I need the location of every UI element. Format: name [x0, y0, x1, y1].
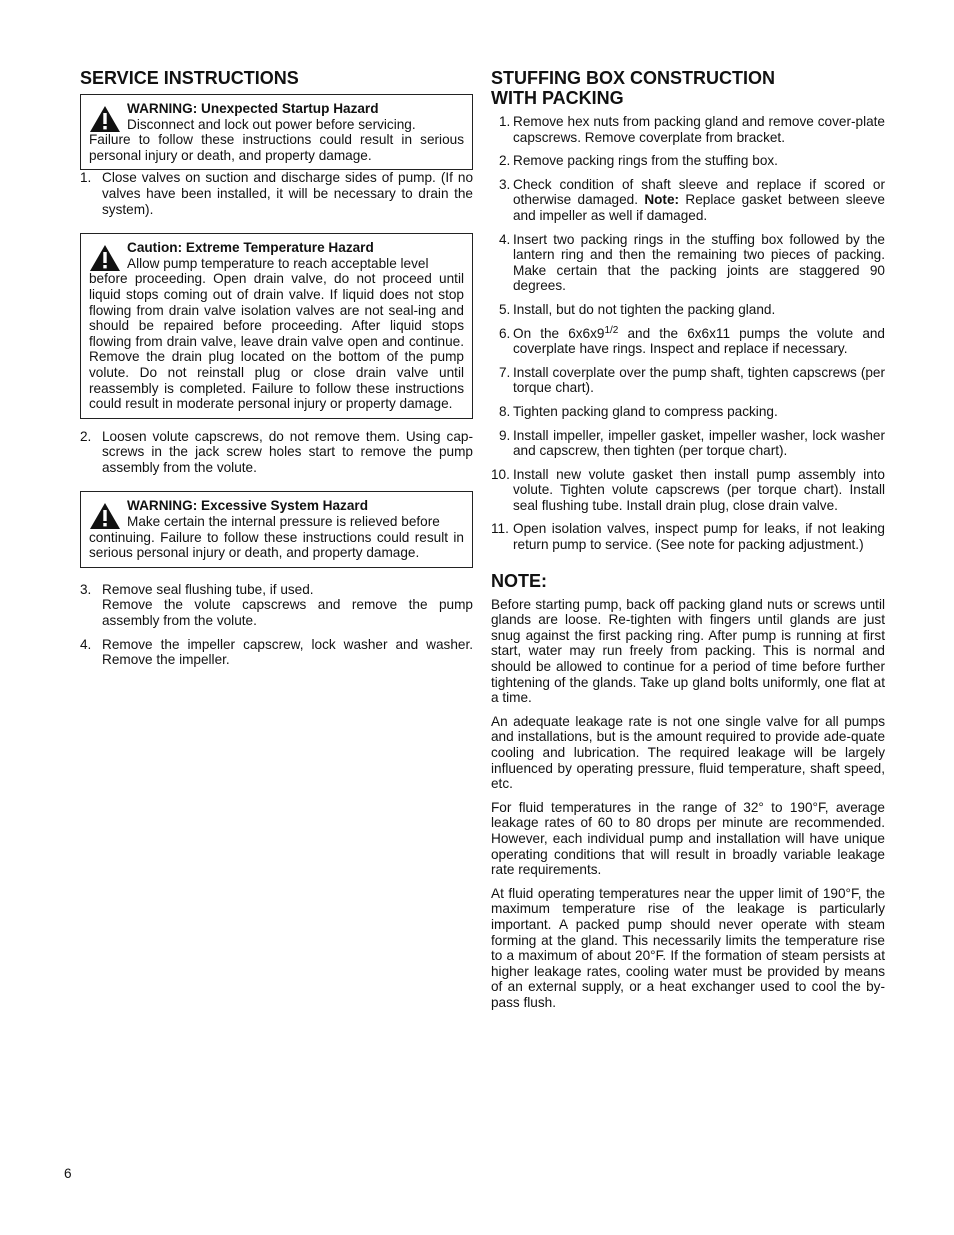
note-paragraph-4: At fluid operating temperatures near the upper limit of 190°F, the maximum temperature rise of the leakage is particularly important. A packed pump should never operate with steam forming at the gland. This necessarily limits the temperature rise to a maximum of about 20°F. If the formation of steam persists at higher leakage rates, cooling water must be provided by means of an external supply, or a heat exchanger used to cool the by-pass flush. [491, 885, 885, 1010]
step-text: Install new volute gasket then install pump assembly into volute. Tighten volute capscrews (per torque chart). Install seal flushing tube. Install drain plug, close drain valve. [513, 466, 885, 513]
service-steps-c [80, 582, 473, 668]
stuffing-step-8 [491, 404, 885, 420]
step-number: 6. [499, 325, 511, 341]
warning-pressure-title: WARNING: Excessive System Hazard [127, 498, 369, 514]
warning-pressure-box [80, 491, 473, 567]
note-heading: NOTE: [491, 570, 547, 591]
warning-triangle-icon [89, 244, 121, 272]
warning-startup-text: Failure to follow these instructions could result in serious personal injury or death, and property damage. [89, 132, 464, 163]
step-text-continued: Remove the volute capscrews and remove the pump assembly from the volute. [102, 597, 473, 629]
caution-temperature-title: Caution: Extreme Temperature Hazard [127, 240, 374, 256]
stuffing-step-2 [491, 153, 885, 169]
caution-temperature-line1: Allow pump temperature to reach acceptable level [127, 255, 429, 271]
step-number: 3. [80, 581, 92, 597]
warning-startup-title: WARNING: Unexpected Startup Hazard [127, 101, 379, 116]
step-text: Remove packing rings from the stuffing box. [513, 153, 778, 169]
step-text: Loosen volute capscrews, do not remove them. Using cap-screws in the jack screw holes start to remove the pump assembly from the volute. [102, 428, 473, 475]
step-text-continued: Replace gasket between sleeve and impeller as well if damaged. [513, 192, 885, 223]
step-text: Open isolation valves, inspect pump for leaks, if not leaking return pump to service. (See note for packing adjustment.) [513, 521, 885, 553]
right-column [491, 68, 885, 1019]
caution-temperature-text: before proceeding. Open drain valve, do not proceed until liquid stops coming out of drain valve. If liquid does not stop flowing from drain valve isolation valves are not seal-ing and should be repaired before proceeding. After liquid stops flowing from drain valve, leave drain valve open and continue. Remove the drain plug located on the bottom of the pump volute. Do not reinstall plug or close drain valve until reassembly is completed. Failure to follow these instructions could result in moderate personal injury or property damage. [89, 271, 464, 412]
step-text: Install, but do not tighten the packing gland. [513, 301, 776, 317]
step-number: 7. [499, 364, 511, 380]
step-text-continued: and the 6x6x11 pumps the volute and coverplate have rings. Inspect and replace if necessary. [513, 325, 885, 357]
step-text: Remove the impeller capscrew, lock washer and washer. Remove the impeller. [102, 636, 473, 668]
warning-pressure-line1: Make certain the internal pressure is relieved before [127, 514, 440, 530]
service-instructions-heading: SERVICE INSTRUCTIONS [80, 68, 299, 88]
note-paragraph-2: An adequate leakage rate is not one single valve for all pumps and installations, but is the amount required to provide ade-quate cooling and lubrication. The required leakage will be largely influenced by operating pressure, fluid temperature, shaft speed, etc. [491, 713, 885, 792]
warning-triangle-icon [89, 105, 121, 133]
step-text: Install coverplate over the pump shaft, tighten capscrews (per torque chart). [513, 364, 885, 396]
stuffing-step-1 [491, 114, 885, 145]
stuffing-step-10 [491, 467, 885, 514]
warning-pressure-text: continuing. Failure to follow these instructions could result in serious personal injury or death, and property damage. [89, 529, 464, 561]
step-text: Remove hex nuts from packing gland and remove cover-plate capscrews. Remove coverplate from bracket. [513, 114, 885, 145]
step-number: 2. [499, 153, 511, 169]
service-steps-a [80, 170, 473, 217]
step-text: On the 6x6x9 [513, 325, 605, 341]
service-step-1 [80, 170, 473, 217]
stuffing-box-steps [491, 114, 885, 553]
note-paragraph-3: For fluid temperatures in the range of 32° to 190°F, average leakage rates of 60 to 80 drops per minute are recommended. However, each individual pump and installation will have unique operating conditions that will result in broadly variable leakage rate requirements. [491, 799, 885, 878]
left-column [80, 68, 473, 668]
step-number: 10. [491, 466, 510, 482]
service-steps-b [80, 429, 473, 476]
stuffing-box-heading [491, 68, 885, 108]
stuffing-step-7 [491, 365, 885, 396]
step-number: 4. [499, 231, 511, 247]
step-text: Check condition of shaft sleeve and replace if scored or otherwise damaged. [513, 176, 885, 208]
step-number: 1. [499, 114, 511, 129]
stuffing-step-4 [491, 232, 885, 294]
warning-startup-box [80, 94, 473, 170]
caution-temperature-box [80, 233, 473, 419]
warning-triangle-icon [89, 502, 121, 530]
note-label: Note: [644, 192, 680, 208]
stuffing-step-6 [491, 326, 885, 357]
step-number: 11. [491, 521, 509, 537]
stuffing-step-3 [491, 177, 885, 224]
step-text: Tighten packing gland to compress packing. [513, 403, 778, 419]
step-number: 4. [80, 636, 92, 652]
heading-line-2: WITH PACKING [491, 88, 624, 108]
stuffing-step-5 [491, 302, 885, 318]
heading-line-1: STUFFING BOX CONSTRUCTION [491, 68, 775, 88]
warning-startup-line1: Disconnect and lock out power before servicing. [127, 116, 416, 132]
note-paragraph-1: Before starting pump, back off packing gland nuts or screws until glands are loose. Re-tighten with fingers until glands are just snug against the first packing ring. After pump is running at first start, water may run freely from packing. This is normal and should be allowed to continue for a period of time before further tightening of the glands. Take up gland bolts uniformly, one flat at a time. [491, 596, 885, 706]
step-text: Close valves on suction and discharge sides of pump. (If no valves have been installed, it will be necessary to drain the system). [102, 170, 473, 217]
page-number: 6 [64, 1166, 72, 1181]
step-number: 8. [499, 403, 511, 419]
step-text: Insert two packing rings in the stuffing box followed by the lantern ring and then the remaining two pieces of packing. Make certain that the packing joints are staggered 90 degrees. [513, 231, 885, 294]
step-number: 3. [499, 176, 511, 192]
step-text: Install impeller, impeller gasket, impeller washer, lock washer and capscrew, then tighten (per torque chart). [513, 427, 885, 459]
step-number: 5. [499, 301, 511, 317]
fraction: 1/2 [604, 324, 619, 336]
step-text: Remove seal flushing tube, if used. [102, 581, 314, 597]
step-number: 1. [80, 170, 92, 186]
service-step-2 [80, 429, 473, 476]
stuffing-step-9 [491, 428, 885, 459]
stuffing-step-11 [491, 521, 885, 552]
service-step-3 [80, 582, 473, 629]
service-step-4 [80, 637, 473, 668]
step-number: 2. [80, 428, 92, 444]
step-number: 9. [499, 427, 511, 443]
